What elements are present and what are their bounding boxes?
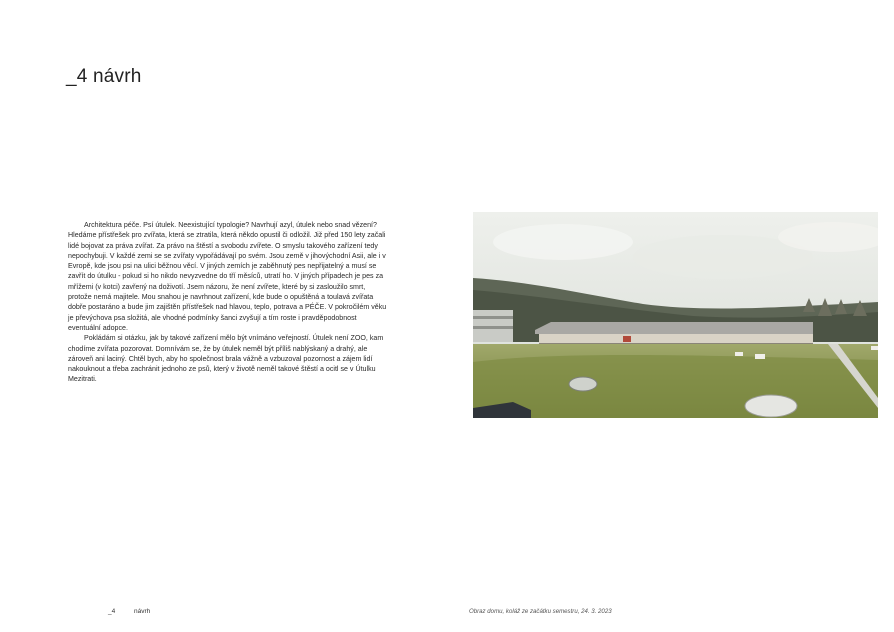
page-heading: _4 návrh xyxy=(66,66,142,87)
paragraph-2: Pokládám si otázku, jak by takové zařízení mělo být vnímáno veřejností. Útulek není ZOO, kam chodíme zvířata pozorovat. Domnívám se, že by útulek neměl být příliš nablýskaný a drahý, ale zároveň ani laciný. Chtěl bych, aby ho společnost brala vážně a vzbuzoval pozornost a zájem lidí nakouknout a třeba zachránit jednoho ze psů, který v životě neměl takové štěstí a ocitl se v Útulku Mezitrati. xyxy=(68,334,384,384)
footer-section-label: návrh xyxy=(134,608,151,615)
collage-photo-icon xyxy=(473,212,878,418)
image-caption: Obraz domu, koláž ze začátku semestru, 24. 3. 2023 xyxy=(469,608,612,615)
paragraph-1: Architektura péče. Psí útulek. Neexistující typologie? Navrhují azyl, útulek nebo snad vězení? Hledáme přístřešek pro zvířata, která se ztratila, která někdo opustil či odložil. Již před 150 lety začali lidé bojovat za práva zvířat. Za právo na štěstí a svobodu zvířete. O smyslu takového zařízení tedy nepochybuji. V každé zemi se se zvířaty vypořádávají po svém. Jsou země v jihovýchodní Asii, ale i v Evropě, kde jsou psi na ulici běžnou věcí. V jiných zemích je zaběhnutý pes nepřijatelný a musí se zavřít do útulku - pokud si ho nikdo nevyzvedne do tří měsíců, utratí ho. V jiných případech je pes za mřížemi (v kotci) zavřený na doživotí. Jsem názoru, že není zvířete, které by si zasloužilo smrt, protože nemá majitele. Mou snahou je navrhnout zařízení, kde bude o opuštěná a toulavá zvířata dobře postaráno a bude jim zajištěn přístřešek nad hlavou, teplo, potrava a PÉČE. V pokročilém věku je převýchova psa složitá, ale vhodné podmínky šanci zvyšují a tím roste i pravděpodobnost eventuální adopce. xyxy=(68,221,387,332)
footer-page-number: _4 xyxy=(108,608,116,615)
body-text xyxy=(68,220,390,385)
collage-image xyxy=(473,212,878,418)
